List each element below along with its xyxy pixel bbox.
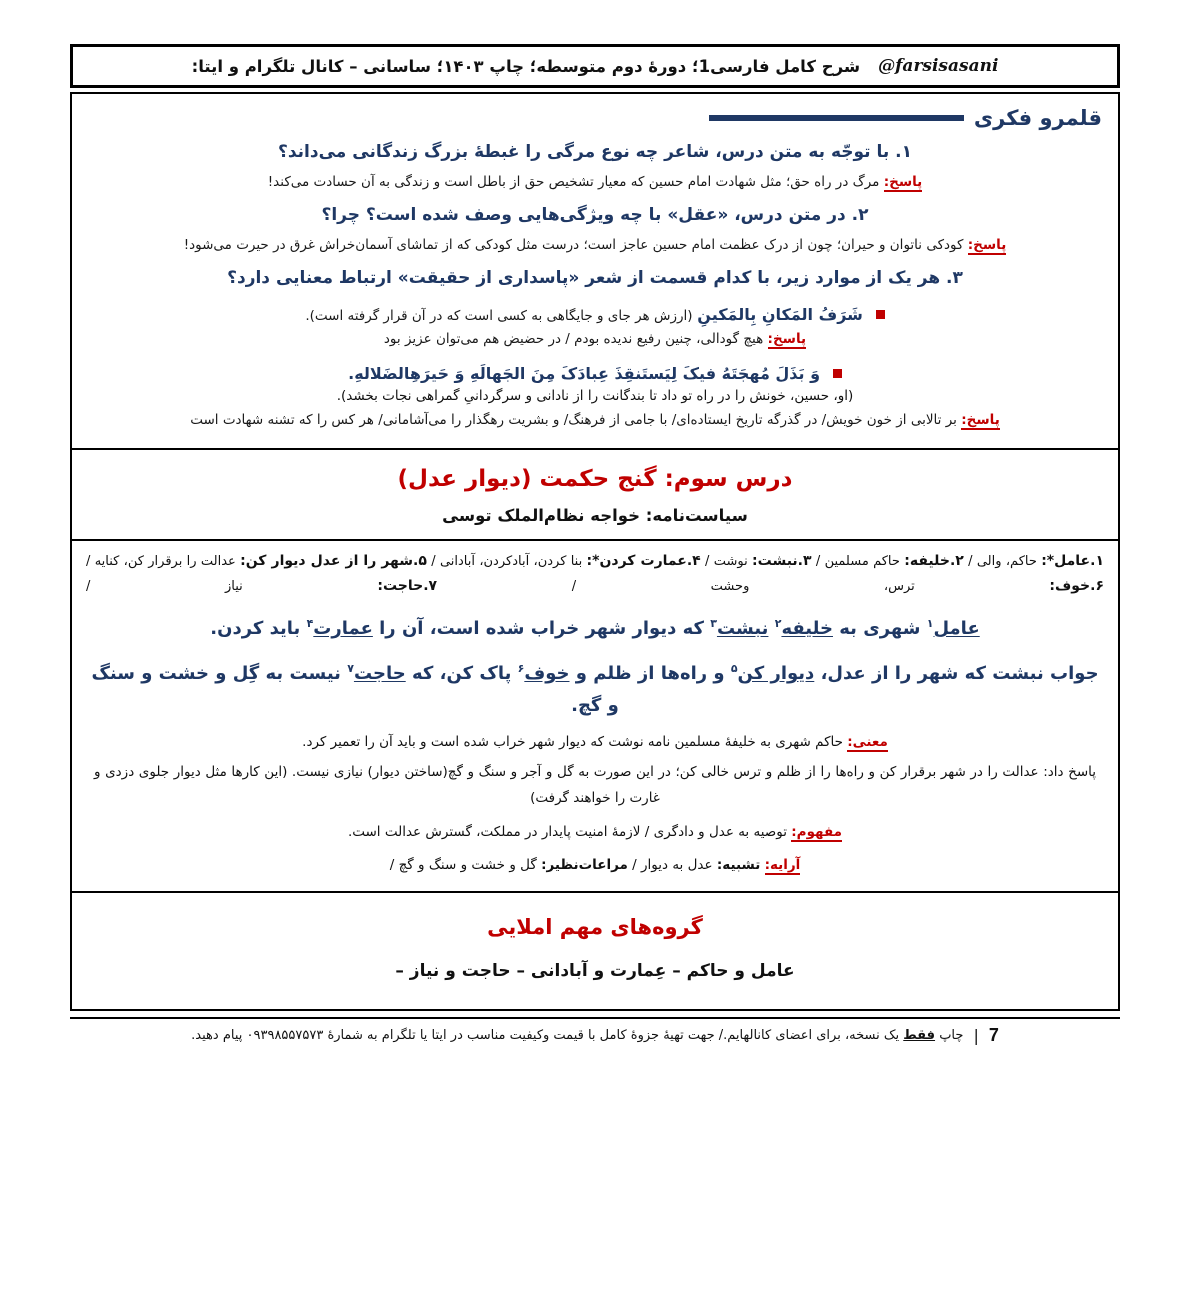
verse-keyword: عمارت [313,617,373,639]
glossary-meaning: حاکم مسلمین / [811,554,905,570]
content-frame [70,92,1120,1011]
section-thought-realm [72,94,1118,448]
footer-divider: | [973,1026,979,1046]
bullet-1-answer [86,329,1104,351]
meaning-paragraph: پاسخ داد: عدالت را در شهر برقرار کن و راه‌ها را از ظلم و ترس خالی کن؛ در این صورت به گل و آجر و سنگ و گچ(ساختن دیوار) نیازی نیست. (این کارها مثل دیوار جلوی دزدی و غارت را خواهند گرفت) [94,764,1096,806]
verse-keyword: خوف [524,663,570,685]
meaning-line [86,731,1104,754]
araye-line [86,854,1104,877]
verse-text: جواب نبشت که شهر را از عدل، [814,663,1099,685]
glossary-meaning: ترس، وحشت / [437,578,1050,594]
footer-note-part-2: یک نسخه، برای اعضای کانالهایم./ جهت تهیهٔ جزوهٔ کامل با قیمت وکیفیت مناسب در ایتا یا تلگرام به شمارهٔ ۰۹۳۹۸۵۵۷۵۷۳ پیام دهید. [191,1028,900,1044]
lesson-title: درس سوم: گنج حکمت (دیوار عدل) [397,466,793,493]
glossary-term: ۱.عامل*: [1041,553,1104,570]
glossary-meaning: عدالت را برقرار کن، کنایه / [86,554,241,570]
bullet-item-1 [86,302,1104,328]
answer-2-text: کودکی ناتوان و حیران؛ چون از درک عظمت امام حسین عاجز است؛ درست مثل کودکی که از تماشای آسمان‌خراش غرق در حیرت می‌شود! [183,236,964,253]
answer-2 [86,235,1104,257]
bullet-1-answer-text: هیچ گودالی، چنین رفیع ندیده بودم / در حضیض هم می‌توان عزیز بود [383,331,764,348]
glossary-term: ۵.شهر را از عدل دیوار کن: [240,553,427,570]
araye-value-2: گل و خشت و سنگ و گچ / [389,857,537,874]
verse-footnote-marker: ۳ [710,616,717,630]
question-2: ۲. در متن درس، «عقل» با چه ویژگی‌هایی وصف شده است؟ چرا؟ [321,205,869,226]
glossary-term: ۴.عمارت کردن*: [586,553,701,570]
verse-footnote-marker: ۷ [347,662,354,676]
footer-note-emphasis: فقط [903,1028,936,1044]
bullet-1-arabic: شَرَفُ المَکانِ بِالمَکینِ [697,304,863,324]
bullet-1-gloss: (ارزش هر جای و جایگاهی به کسی است که در آن قرار گرفته است). [305,307,693,324]
bullet-2-answer-text: بر تالابی از خون خویش/ در گذرگه تاریخ ایستاده‌ای/ با جامی از فرهنگ/ و بشریت رهگذار را می‌آشامانی/ هر کس را که تشنه شهادت است [190,412,957,429]
mafhum-label: مفهوم: [791,824,843,841]
glossary-term: ۶.خوف: [1049,577,1104,594]
header-title: شرح کامل فارسی1؛ دورهٔ دوم متوسطه؛ چاپ ۱۴۰۳؛ ساسانی – کانال تلگرام و ایتا: [191,56,861,76]
section-lesson-title [72,448,1118,539]
verse-keyword: عامل [933,617,980,639]
answer-label: پاسخ: [767,331,807,348]
bullet-2-arabic: وَ بَذَلَ مُهجَتَهُ فیکَ لِیَستَنقِذَ عِبادَکَ مِنَ الجَهالَهِ وَ حَیرَهِالضَلالهِ. [348,363,821,383]
answer-1-text: مرگ در راه حق؛ مثل شهادت امام حسین که معیار تشخیص حق از باطل است و زندگی به آن حسادت می‌کند! [267,173,880,190]
glossary-meaning: نوشت / [700,554,753,570]
document-page [0,44,1190,1302]
section-spelling-groups [72,891,1118,1009]
square-bullet-icon [833,369,842,378]
verse-text: شهری به [832,617,927,639]
heading-rule [709,115,964,121]
araye-value-1: عدل به دیوار / [632,857,713,874]
page-footer [70,1017,1120,1046]
verse-footnote-marker: ۲ [774,616,782,630]
page-number: 7 [988,1025,999,1046]
bullet-2-answer [86,410,1104,432]
meaning-label: معنی: [847,734,888,751]
araye-type-2: مراعات‌نظیر: [541,857,628,874]
square-bullet-icon [876,310,885,319]
verse-text: نیست به گِل و خشت و سنگ و گچ. [91,663,619,716]
answer-label: پاسخ: [967,236,1007,253]
glossary-meaning: نیاز / [86,578,378,594]
spelling-groups-words: عامل و حاکم – عِمارت و آبادانی – حاجت و نیاز – [395,961,795,982]
header-banner [70,44,1120,88]
meaning-text: حاکم شهری به خلیفهٔ مسلمین نامه نوشت که دیوار شهر خراب شده است و باید آن را تعمیر کرد. [302,734,843,751]
answer-label: پاسخ: [961,412,1000,429]
answer-1 [86,172,1104,194]
glossary-meaning: حاکم، والی / [963,554,1042,570]
answer-label: پاسخ: [883,173,923,190]
verse-keyword: دیوار کن [737,663,815,685]
question-3: ۳. هر یک از موارد زیر، با کدام قسمت از شعر «پاسداری از حقیقت» ارتباط معنایی دارد؟ [227,268,963,289]
question-1: ۱. با توجّه به متن درس، شاعر چه نوع مرگی را غبطهٔ بزرگ زندگانی می‌داند؟ [277,142,913,162]
glossary-line [86,549,1104,599]
verse-keyword: خلیفه [781,617,833,639]
glossary-term: ۲.خلیفه: [904,553,964,570]
section-lesson-body [72,539,1118,891]
spelling-groups-title: گروه‌های مهم املایی [487,915,703,940]
header-content [192,56,999,76]
mafhum-text: توصیه به عدل و دادگری / لازمهٔ امنیت پایدار در مملکت، گسترش عدالت است. [347,824,787,841]
bullet-item-2 [86,361,1104,387]
verse-text: که دیوار شهر خراب شده است، آن را [372,617,711,639]
footer-note-part-1: چاپ [939,1028,964,1044]
verse-line-2 [86,658,1104,721]
footer-note [191,1028,963,1043]
mafhum-line [86,821,1104,844]
thought-realm-heading: قلمرو فکری [973,106,1102,130]
thought-realm-heading-row [86,106,1102,130]
verse-text: باید کردن. [210,617,307,639]
verse-text: و راه‌ها از ظلم و [569,663,731,685]
verse-footnote-marker: ۶ [517,662,525,676]
araye-type-1: تشبیه: [716,857,761,874]
verse-footnote-marker: ۱ [926,616,934,630]
lesson-source: سیاست‌نامه: خواجه نظام‌الملک توسی [442,506,748,526]
verse-keyword: حاجت [353,663,406,685]
araye-label: آرایه: [764,857,801,874]
verse-line-1 [86,613,1104,645]
verse-footnote-marker: ۵ [730,662,738,676]
glossary-term: ۳.نبشت: [752,553,812,570]
verse-footnote-marker: ۴ [306,616,314,630]
glossary-meaning: بنا کردن، آبادکردن، آبادانی / [426,554,587,570]
glossary-term: ۷.حاجت: [377,577,438,594]
bullet-2-gloss: (او، حسین، خونش را در راه تو داد تا بندگانت را از نادانی و سرگردانیِ گمراهی نجات بخشد). [336,388,854,405]
verse-keyword: نبشت [716,617,769,639]
verse-text: پاک کن، که [405,663,518,685]
telegram-handle: @farsisasani [878,56,999,76]
